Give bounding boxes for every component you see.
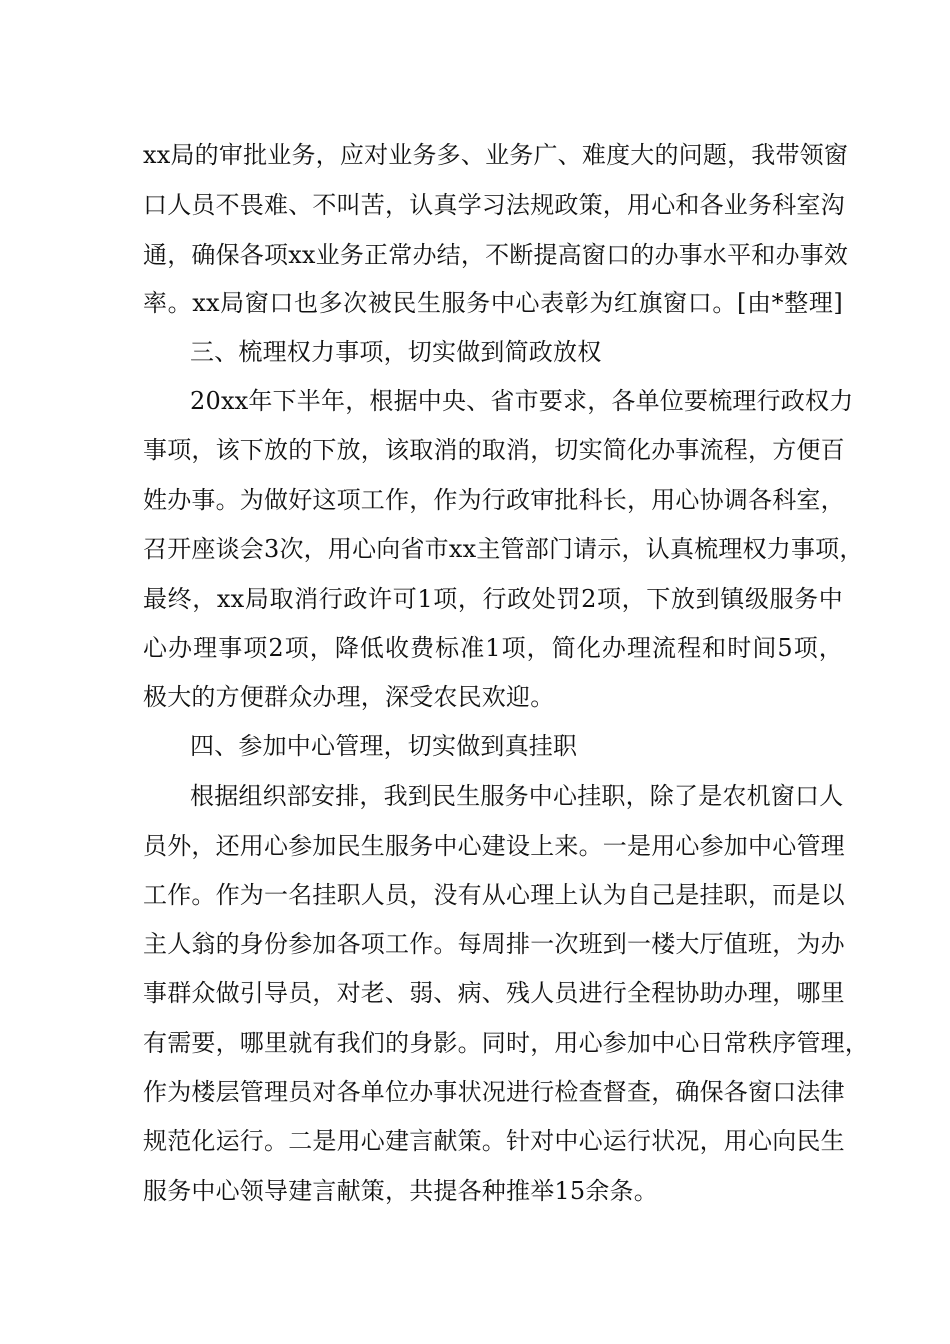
text-line: 根据组织部安排，我到民生服务中心挂职，除了是农机窗口人	[190, 782, 844, 810]
text-line: 服务中心领导建言献策，共提各种推举15余条。	[143, 1177, 658, 1205]
text-line: 主人翁的身份参加各项工作。每周排一次班到一楼大厅值班，为办	[143, 930, 845, 958]
text-line: 最终，xx局取消行政许可1项，行政处罚2项，下放到镇级服务中	[143, 585, 843, 613]
text-line: 率。xx局窗口也多次被民生服务中心表彰为红旗窗口。[由*整理]	[143, 289, 843, 317]
text-line: xx局的审批业务，应对业务多、业务广、难度大的问题，我带领窗	[143, 141, 849, 169]
text-line: 规范化运行。二是用心建言献策。针对中心运行状况，用心向民生	[143, 1127, 845, 1155]
text-line: 通，确保各项xx业务正常办结，不断提高窗口的办事水平和办事效	[143, 241, 849, 269]
section-heading: 三、梳理权力事项，切实做到简政放权	[190, 338, 602, 366]
text-line: 召开座谈会3次，用心向省市xx主管部门请示，认真梳理权力事项，	[143, 535, 864, 563]
text-line: 事群众做引导员，对老、弱、病、残人员进行全程协助办理，哪里	[143, 979, 845, 1007]
text-line: 口人员不畏难、不叫苦，认真学习法规政策，用心和各业务科室沟	[143, 191, 845, 219]
text-line: 工作。作为一名挂职人员，没有从心理上认为自己是挂职，而是以	[143, 881, 845, 909]
text-line: 心办理事项2项，降低收费标准1项，简化办理流程和时间5项，	[143, 634, 843, 662]
section-heading: 四、参加中心管理，切实做到真挂职	[190, 732, 578, 760]
text-line: 事项，该下放的下放，该取消的取消，切实简化办事流程，方便百	[143, 436, 845, 464]
text-line: 20xx年下半年，根据中央、省市要求，各单位要梳理行政权力	[190, 387, 854, 415]
text-line: 姓办事。为做好这项工作，作为行政审批科长，用心协调各科室，	[143, 486, 845, 514]
text-line: 作为楼层管理员对各单位办事状况进行检查督查，确保各窗口法律	[143, 1078, 845, 1106]
text-line: 有需要，哪里就有我们的身影。同时，用心参加中心日常秩序管理，	[143, 1029, 869, 1057]
text-line: 员外，还用心参加民生服务中心建设上来。一是用心参加中心管理	[143, 832, 845, 860]
text-line: 极大的方便群众办理，深受农民欢迎。	[143, 683, 555, 711]
